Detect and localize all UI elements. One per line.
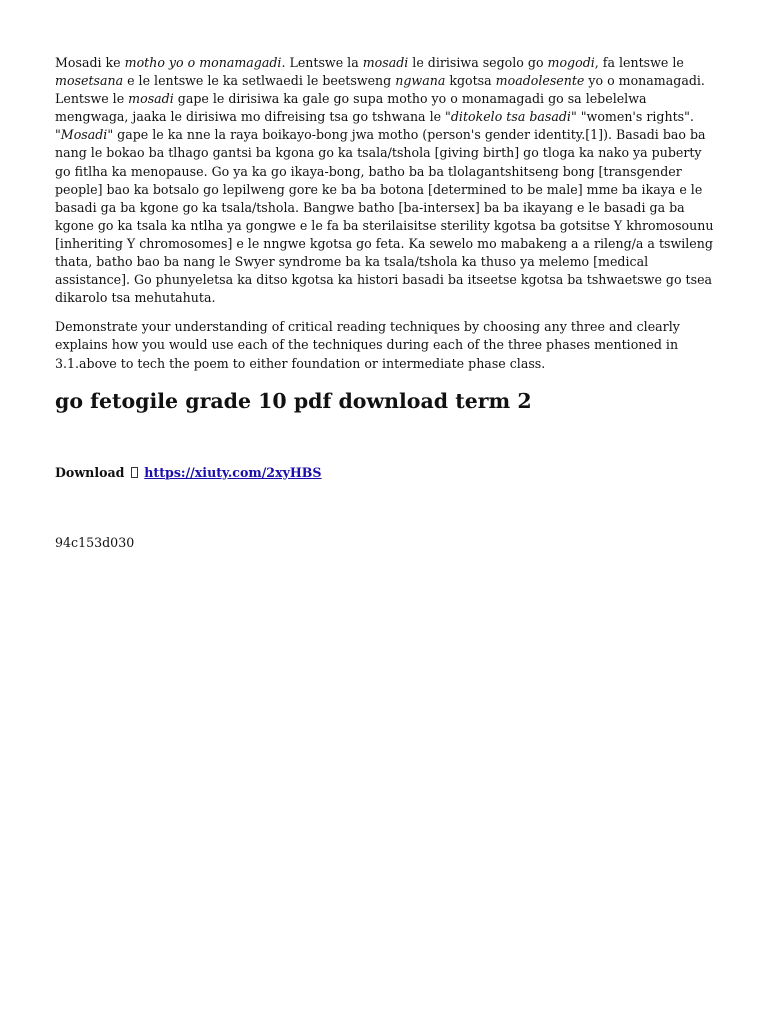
- italic-term: ngwana: [395, 73, 446, 89]
- download-line: [55, 464, 715, 482]
- text-run: , fa lentswe le: [594, 55, 684, 70]
- italic-term: mosetsana: [55, 73, 124, 89]
- text-run: . Lentswe la: [281, 55, 363, 70]
- italic-term: ditokelo tsa basadi: [450, 109, 571, 125]
- text-run: " gape le ka nne la raya boikayo-bong jwa motho (person's gender identity.[1]). Basadi bao ba nang le bokao ba tlhago gantsi ba kgona go ka tsala/tshola [giving birth] go tloga ka nako ya puberty go fitlha ka menopause. Go ya ka go ikaya-bong, batho ba ba tlolagantshitseng bong [transgender people] bao ka botsalo go lepilweng gore ke ba ba botona [determined to be male] mme ba ikaya e le basadi ga ba kgone go ka tsala/tshola. Bangwe batho [ba-intersex] ba ba ikayang e le basadi ga ba kgone go ka tsala ka ntlha ya gongwe e le fa ba sterilaisitse sterility kgotsa ba gotsitse Y khromosounu [inheriting Y chromosomes] e le nngwe kgotsa go feta. Ka sewelo mo mabakeng a a rileng/a a tswileng thata, batho bao ba nang le Swyer syndrome ba ka tsala/tshola ka thuso ya melemo [medical assistance]. Go phunyeletsa ka ditso kgotsa ka histori basadi ba itseetse kgotsa ba tshwaetswe go tsea dikarolo tsa mehutahuta.: [55, 127, 714, 306]
- task-paragraph: Demonstrate your understanding of critical reading techniques by choosing any three and clearly explains how you would use each of the techniques during each of the three phases mentioned in 3.1.above to tech the poem to either foundation or intermediate phase class.: [55, 319, 680, 371]
- italic-term: moadolesente: [495, 73, 585, 89]
- text-run: gape le dirisiwa ka gale go supa motho yo o monamagadi go sa lebelelwa mengwaga, jaaka le dirisiwa mo difreising tsa go tshwana le ": [55, 91, 647, 125]
- text-run: kgotsa: [445, 73, 496, 89]
- italic-term: motho yo o monamagadi: [124, 55, 282, 70]
- text-run: le dirisiwa segolo go: [408, 55, 548, 70]
- italic-term: Mosadi: [60, 127, 108, 143]
- text-run: yo o monamagadi. Lentswe le: [55, 73, 705, 107]
- text-run: e le lentswe le ka setlwaedi le beetsweng: [123, 73, 396, 89]
- missing-glyph-icon: [131, 467, 138, 478]
- page-title: go fetogile grade 10 pdf download term 2: [55, 388, 532, 413]
- italic-term: mosadi: [362, 55, 409, 70]
- download-label: Download: [55, 464, 125, 480]
- italic-term: mogodi: [547, 55, 595, 70]
- intro-paragraph: [55, 54, 715, 307]
- document-page: [55, 54, 715, 552]
- italic-term: mosadi: [128, 91, 174, 107]
- text-run: " "women's rights". ": [55, 109, 694, 143]
- download-link[interactable]: https://xiuty.com/2xyHBS: [144, 464, 322, 480]
- hash-code: 94c153d030: [55, 534, 135, 550]
- text-run: Mosadi ke: [55, 55, 125, 70]
